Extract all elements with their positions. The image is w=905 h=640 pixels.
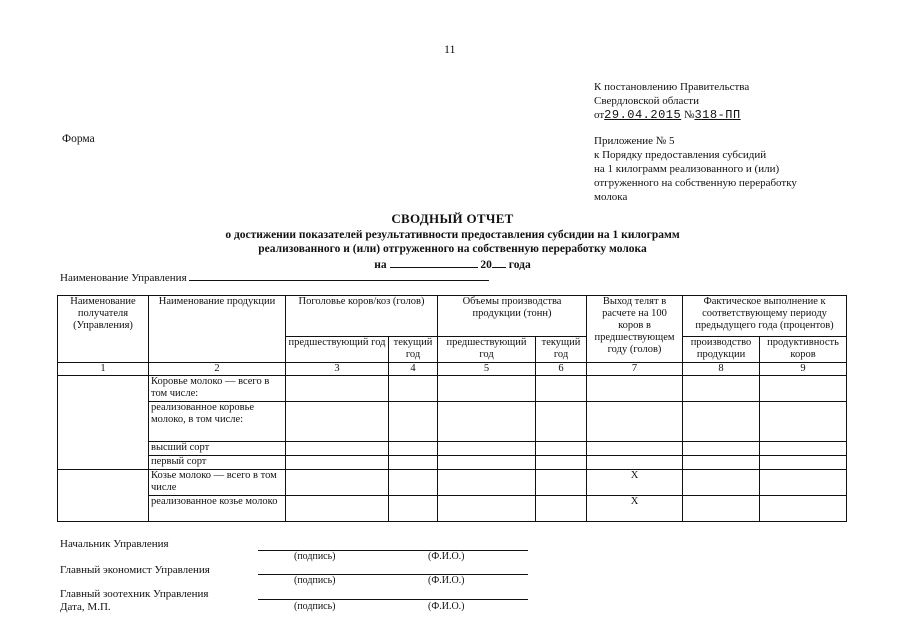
report-subtitle-line-2: реализованного и (или) отгруженного на собственную переработку молока xyxy=(258,243,647,255)
header-recipient: Наименование получателя (Управления) xyxy=(58,296,149,363)
data-cell[interactable] xyxy=(760,442,847,456)
form-label: Форма xyxy=(62,133,95,145)
appendix-line-1: Приложение № 5 xyxy=(594,135,675,147)
col-number: 8 xyxy=(683,363,760,376)
col-number: 7 xyxy=(587,363,683,376)
data-cell[interactable] xyxy=(536,442,587,456)
col-number: 6 xyxy=(536,363,587,376)
recipient-cell-cow[interactable] xyxy=(58,376,149,470)
data-cell[interactable] xyxy=(438,456,536,470)
sub-production: производство продукции xyxy=(683,337,760,363)
recipient-cell-goat[interactable] xyxy=(58,470,149,522)
signature-zootech-sign-caption: (подпись) xyxy=(294,601,336,612)
product-cell: Козье молоко — всего в том числе xyxy=(149,470,286,496)
col-number: 1 xyxy=(58,363,149,376)
calves-cell[interactable] xyxy=(587,456,683,470)
table-row xyxy=(58,402,847,442)
data-cell[interactable] xyxy=(438,496,536,522)
product-cell: реализованное козье молоко xyxy=(149,496,286,522)
data-cell[interactable] xyxy=(760,402,847,442)
decree-number-prefix: № xyxy=(683,109,695,121)
department-name-line xyxy=(60,270,489,284)
data-cell[interactable] xyxy=(760,456,847,470)
data-cell[interactable] xyxy=(438,470,536,496)
product-cell: реализованное коровье молоко, в том числе: xyxy=(149,402,286,442)
signature-economist-sign-caption: (подпись) xyxy=(294,575,336,586)
department-blank[interactable] xyxy=(189,270,489,281)
calves-cell[interactable] xyxy=(587,376,683,402)
data-cell[interactable] xyxy=(438,376,536,402)
signature-zootech-name-caption: (Ф.И.О.) xyxy=(428,601,465,612)
report-title: СВОДНЫЙ ОТЧЕТ xyxy=(391,211,514,226)
report-table xyxy=(57,295,847,522)
decree-line-1: К постановлению Правительства xyxy=(594,81,750,93)
data-cell[interactable] xyxy=(389,456,438,470)
data-cell[interactable] xyxy=(286,376,389,402)
header-volume: Объемы производства продукции (тонн) xyxy=(438,296,587,337)
table-row xyxy=(58,376,847,402)
header-product: Наименование продукции xyxy=(149,296,286,363)
data-cell[interactable] xyxy=(683,496,760,522)
data-cell[interactable] xyxy=(438,442,536,456)
decree-line-2: Свердловской области xyxy=(594,95,699,107)
header-calves: Выход телят в расчете на 100 коров в предшествующем году (голов) xyxy=(587,296,683,363)
period-year-prefix: 20 xyxy=(480,259,492,271)
data-cell[interactable] xyxy=(683,402,760,442)
signature-head-label: Начальник Управления xyxy=(60,538,169,550)
header-actual: Фактическое выполнение к соответствующему периоду предыдущего года (процентов) xyxy=(683,296,847,337)
table-row xyxy=(58,456,847,470)
column-numbers-row xyxy=(58,363,847,376)
period-year-suffix: года xyxy=(508,259,531,271)
table-row xyxy=(58,442,847,456)
decree-number: 318-ПП xyxy=(694,108,741,122)
data-cell[interactable] xyxy=(760,376,847,402)
sub-productivity: продуктивность коров xyxy=(760,337,847,363)
col-number: 9 xyxy=(760,363,847,376)
col-number: 4 xyxy=(389,363,438,376)
calves-cell[interactable]: Х xyxy=(587,470,683,496)
report-subtitle xyxy=(0,228,905,256)
col-number: 3 xyxy=(286,363,389,376)
data-cell[interactable] xyxy=(760,496,847,522)
data-cell[interactable] xyxy=(683,470,760,496)
calves-cell[interactable] xyxy=(587,402,683,442)
data-cell[interactable] xyxy=(286,402,389,442)
data-cell[interactable] xyxy=(286,456,389,470)
sub-livestock-curr: текущий год xyxy=(389,337,438,363)
data-cell[interactable] xyxy=(536,470,587,496)
data-cell[interactable] xyxy=(760,470,847,496)
calves-cell[interactable]: Х xyxy=(587,496,683,522)
signature-zootech-line[interactable] xyxy=(258,599,528,600)
data-cell[interactable] xyxy=(683,442,760,456)
appendix-line-4: отгруженного на собственную переработку xyxy=(594,177,797,189)
decree-reference xyxy=(594,80,749,122)
data-cell[interactable] xyxy=(536,496,587,522)
product-cell: высший сорт xyxy=(149,442,286,456)
data-cell[interactable] xyxy=(389,402,438,442)
period-date-blank[interactable] xyxy=(390,257,478,268)
page-number: 11 xyxy=(444,42,456,56)
signature-zootech-label: Главный зоотехник Управления xyxy=(60,588,209,600)
data-cell[interactable] xyxy=(389,496,438,522)
col-number: 5 xyxy=(438,363,536,376)
data-cell[interactable] xyxy=(286,442,389,456)
product-cell: первый сорт xyxy=(149,456,286,470)
data-cell[interactable] xyxy=(438,402,536,442)
signature-economist-label: Главный экономист Управления xyxy=(60,564,210,576)
product-cell: Коровье молоко — всего в том числе: xyxy=(149,376,286,402)
period-on: на xyxy=(374,259,387,271)
decree-date: 29.04.2015 xyxy=(604,108,682,122)
decree-date-prefix: от xyxy=(594,109,605,121)
data-cell[interactable] xyxy=(536,376,587,402)
data-cell[interactable] xyxy=(389,376,438,402)
data-cell[interactable] xyxy=(286,496,389,522)
data-cell[interactable] xyxy=(683,376,760,402)
data-cell[interactable] xyxy=(683,456,760,470)
sub-volume-curr: текущий год xyxy=(536,337,587,363)
data-cell[interactable] xyxy=(286,470,389,496)
data-cell[interactable] xyxy=(389,470,438,496)
appendix-block xyxy=(594,134,834,204)
date-mp-label: Дата, М.П. xyxy=(60,601,111,613)
appendix-line-2: к Порядку предоставления субсидий xyxy=(594,149,767,161)
report-subtitle-line-1: о достижении показателей результативности предоставления субсидии на 1 килограмм xyxy=(225,229,680,241)
table-row xyxy=(58,470,847,496)
signature-economist-name-caption: (Ф.И.О.) xyxy=(428,575,465,586)
sub-livestock-prev: предшествующий год xyxy=(286,337,389,363)
department-label: Наименование Управления xyxy=(60,272,187,284)
appendix-line-3: на 1 килограмм реализованного и (или) xyxy=(594,163,780,175)
table-header-row xyxy=(58,296,847,337)
report-period xyxy=(0,257,905,271)
calves-cell[interactable] xyxy=(587,442,683,456)
signature-head-name-caption: (Ф.И.О.) xyxy=(428,551,465,562)
decree-date-line xyxy=(594,108,749,122)
signature-head-sign-caption: (подпись) xyxy=(294,551,336,562)
data-cell[interactable] xyxy=(536,402,587,442)
table-row xyxy=(58,496,847,522)
appendix-line-5: молока xyxy=(594,191,628,203)
data-cell[interactable] xyxy=(389,442,438,456)
data-cell[interactable] xyxy=(536,456,587,470)
sub-volume-prev: предшествующий год xyxy=(438,337,536,363)
header-livestock: Поголовье коров/коз (голов) xyxy=(286,296,438,337)
col-number: 2 xyxy=(149,363,286,376)
period-year-blank[interactable] xyxy=(492,257,506,268)
